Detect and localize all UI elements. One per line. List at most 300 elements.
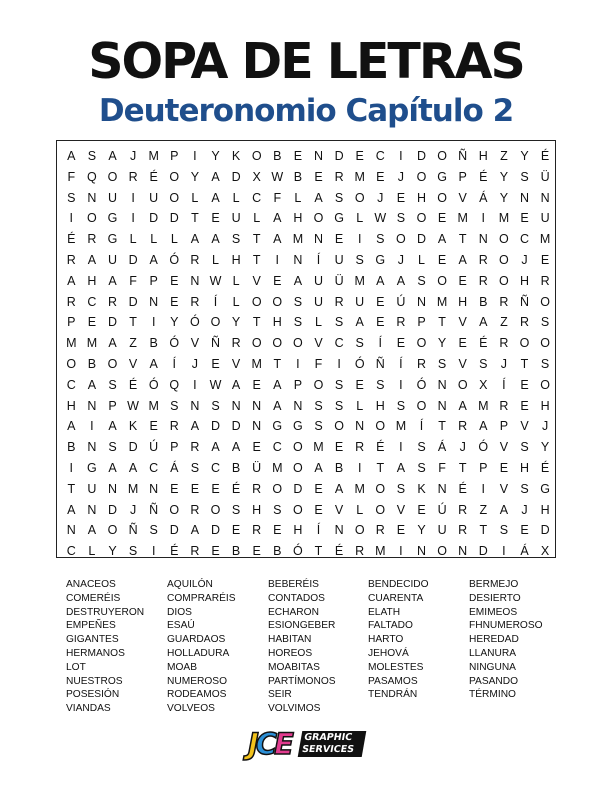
grid-letter: A — [67, 273, 76, 288]
grid-letter: T — [438, 419, 446, 434]
grid-letter: O — [272, 481, 283, 496]
grid-letter: O — [354, 190, 365, 205]
grid-letter: S — [108, 440, 117, 455]
grid-letter: Q — [169, 377, 180, 392]
grid-row — [57, 332, 555, 355]
grid-letter: O — [416, 398, 427, 413]
grid-letter: F — [67, 169, 76, 184]
grid-letter: A — [149, 253, 158, 267]
word-column — [167, 578, 267, 716]
grid-letter: D — [478, 544, 488, 559]
grid-letter: I — [399, 544, 403, 559]
grid-letter: U — [540, 211, 550, 226]
grid-letter: P — [417, 315, 426, 330]
word-item: VIANDAS — [66, 703, 111, 715]
grid-letter: J — [397, 253, 405, 267]
word-item: MOLESTES — [368, 661, 424, 673]
grid-letter: S — [293, 294, 303, 309]
grid-letter: U — [355, 294, 365, 309]
grid-letter: E — [437, 253, 447, 267]
grid-letter: E — [520, 377, 529, 392]
grid-letter: R — [334, 169, 344, 184]
word-item: TÉRMINO — [469, 689, 516, 701]
grid-letter: N — [252, 419, 262, 434]
grid-letter: V — [520, 419, 529, 434]
grid-letter: J — [521, 253, 528, 267]
grid-letter: O — [210, 315, 221, 330]
grid-letter: P — [293, 377, 303, 392]
grid-letter: X — [252, 169, 261, 184]
grid-letter: T — [376, 461, 385, 475]
grid-letter: V — [499, 481, 509, 496]
grid-letter: S — [67, 190, 76, 205]
grid-letter: L — [253, 211, 261, 226]
grid-letter: A — [67, 419, 76, 434]
grid-letter: A — [149, 357, 158, 371]
grid-letter: S — [520, 481, 529, 496]
grid-letter: A — [67, 502, 76, 517]
grid-letter: R — [540, 273, 550, 288]
grid-letter: I — [502, 544, 506, 559]
grid-letter: B — [67, 440, 76, 455]
grid-letter: O — [272, 294, 283, 309]
grid-letter: T — [252, 253, 261, 267]
word-item: ANACEOS — [66, 579, 116, 590]
grid-letter: X — [540, 544, 550, 559]
grid-letter: A — [231, 377, 241, 392]
grid-letter: M — [251, 357, 262, 371]
grid-letter: E — [170, 294, 179, 309]
grid-letter: H — [519, 273, 529, 288]
grid-letter: H — [87, 273, 97, 288]
grid-letter: G — [437, 169, 447, 184]
grid-letter: N — [437, 481, 447, 496]
grid-letter: L — [418, 253, 425, 267]
word-item: NINGUNA — [469, 661, 516, 673]
logo-letter-j: J — [248, 727, 256, 761]
grid-letter: L — [88, 544, 96, 559]
grid-letter: Ñ — [375, 357, 385, 371]
logo-monogram — [248, 727, 291, 761]
grid-letter: I — [275, 253, 280, 267]
grid-letter: E — [376, 315, 385, 330]
grid-letter: P — [458, 169, 467, 184]
word-item: BEBERÉIS — [268, 579, 319, 590]
word-item: BENDECIDO — [368, 579, 429, 590]
grid-letter: E — [190, 481, 200, 496]
grid-letter: N — [87, 440, 97, 455]
word-item: MOAB — [167, 661, 198, 673]
grid-letter: A — [211, 169, 220, 184]
grid-letter: F — [129, 273, 137, 288]
grid-letter: N — [540, 190, 550, 205]
word-item: SEIR — [268, 689, 292, 701]
word-item: PASANDO — [469, 675, 519, 687]
grid-letter: A — [293, 273, 303, 288]
grid-letter: S — [293, 315, 303, 330]
grid-letter: É — [334, 544, 344, 559]
grid-letter: T — [129, 315, 137, 330]
word-list — [66, 578, 586, 723]
grid-letter: W — [127, 398, 139, 413]
grid-letter: E — [231, 523, 241, 538]
grid-letter: T — [458, 232, 467, 247]
grid-letter: P — [108, 398, 117, 413]
grid-letter: Q — [87, 169, 97, 184]
grid-letter: D — [128, 294, 138, 309]
grid-letter: Ó — [354, 357, 365, 371]
grid-letter: C — [87, 294, 97, 309]
grid-letter: A — [87, 523, 97, 538]
grid-letter: M — [148, 398, 159, 413]
grid-letter: H — [231, 253, 241, 267]
grid-letter: W — [209, 377, 222, 392]
grid-row — [57, 145, 555, 168]
logo-line-graphic: GRAPHIC — [303, 732, 354, 743]
grid-letter: N — [478, 232, 488, 247]
grid-letter: P — [67, 315, 76, 330]
grid-letter: I — [481, 211, 486, 226]
grid-letter: D — [416, 149, 426, 163]
grid-letter: Ó — [478, 440, 489, 455]
grid-letter: J — [459, 440, 466, 455]
grid-letter: M — [272, 461, 283, 475]
word-item: NUESTROS — [66, 675, 123, 687]
grid-letter: É — [479, 169, 488, 184]
grid-letter: B — [149, 336, 158, 351]
word-item: POSESIÓN — [66, 689, 120, 701]
grid-letter: S — [396, 211, 406, 226]
grid-letter: H — [519, 461, 529, 475]
grid-letter: I — [131, 190, 135, 205]
grid-letter: L — [212, 253, 219, 267]
word-item: BERMEJO — [469, 579, 519, 590]
grid-letter: S — [540, 315, 550, 330]
word-item: COMERÉIS — [66, 592, 121, 604]
grid-letter: T — [191, 211, 199, 226]
grid-letter: A — [211, 232, 220, 247]
grid-letter: O — [499, 253, 509, 267]
grid-letter: O — [293, 461, 303, 475]
grid-letter: O — [169, 190, 180, 205]
grid-letter: O — [540, 336, 550, 351]
grid-letter: B — [273, 544, 282, 559]
grid-letter: J — [129, 502, 137, 517]
grid-letter: M — [292, 232, 304, 247]
grid-letter: B — [273, 149, 282, 163]
grid-letter: E — [252, 440, 261, 455]
grid-letter: O — [437, 544, 447, 559]
grid-letter: H — [540, 502, 550, 517]
grid-letter: N — [87, 502, 97, 517]
grid-letter: N — [190, 273, 200, 288]
grid-letter: O — [251, 336, 262, 351]
grid-letter: S — [108, 377, 117, 392]
grid-letter: A — [190, 419, 200, 434]
grid-letter: V — [231, 357, 241, 371]
grid-letter: A — [273, 398, 282, 413]
grid-letter: A — [273, 377, 282, 392]
word-item: EMPEÑES — [66, 620, 116, 632]
grid-letter: J — [500, 357, 508, 371]
grid-letter: J — [191, 357, 199, 371]
grid-letter: Ü — [252, 461, 262, 475]
grid-letter: R — [190, 502, 200, 517]
grid-letter: R — [499, 398, 509, 413]
word-item: DESTRUYERON — [66, 606, 145, 618]
grid-letter: Á — [170, 461, 179, 475]
grid-letter: N — [416, 294, 426, 309]
grid-letter: Z — [479, 502, 488, 517]
grid-letter: A — [108, 461, 117, 475]
grid-letter: A — [87, 377, 97, 392]
grid-letter: O — [416, 169, 427, 184]
grid-letter: R — [519, 315, 529, 330]
word-item: AQUILÓN — [167, 579, 213, 590]
grid-row — [57, 478, 555, 501]
grid-row — [57, 353, 555, 376]
grid-letter: É — [479, 336, 488, 351]
grid-letter: C — [272, 440, 282, 455]
grid-letter: O — [293, 336, 303, 351]
grid-letter: É — [67, 232, 76, 247]
grid-letter: E — [314, 481, 323, 496]
grid-letter: É — [231, 481, 241, 496]
grid-letter: A — [273, 232, 282, 247]
grid-letter: L — [356, 502, 364, 517]
word-column — [469, 578, 569, 702]
grid-letter: I — [193, 377, 197, 392]
grid-letter: I — [151, 315, 156, 330]
grid-letter: H — [416, 190, 426, 205]
grid-letter: N — [107, 481, 117, 496]
grid-letter: N — [437, 398, 447, 413]
grid-letter: Z — [500, 149, 508, 163]
grid-letter: J — [521, 502, 528, 517]
grid-letter: O — [437, 149, 447, 163]
grid-letter: A — [314, 190, 323, 205]
grid-letter: D — [107, 315, 117, 330]
grid-letter: Ó — [169, 253, 180, 267]
grid-letter: N — [149, 481, 159, 496]
grid-letter: L — [356, 398, 364, 413]
grid-letter: Ó — [169, 336, 180, 351]
grid-letter: Í — [172, 357, 177, 371]
word-item: HOLLADURA — [167, 647, 230, 659]
grid-letter: C — [252, 190, 262, 205]
grid-letter: D — [231, 169, 241, 184]
grid-letter: N — [149, 294, 159, 309]
grid-letter: N — [519, 190, 529, 205]
grid-letter: I — [193, 149, 197, 163]
grid-letter: O — [416, 211, 427, 226]
grid-letter: S — [231, 502, 241, 517]
grid-letter: O — [457, 377, 468, 392]
grid-letter: R — [231, 336, 241, 351]
grid-letter: U — [107, 253, 117, 267]
letter-grid — [56, 140, 556, 558]
grid-letter: Í — [213, 294, 218, 309]
grid-letter: I — [399, 149, 403, 163]
grid-letter: A — [67, 149, 76, 163]
grid-letter: Í — [399, 357, 403, 371]
grid-letter: N — [313, 149, 323, 163]
grid-letter: R — [190, 253, 200, 267]
grid-letter: M — [436, 294, 448, 309]
grid-letter: D — [169, 523, 179, 538]
grid-letter: A — [396, 461, 406, 475]
grid-letter: A — [190, 232, 200, 247]
grid-letter: S — [170, 398, 179, 413]
grid-letter: S — [231, 232, 241, 247]
grid-letter: P — [170, 440, 179, 455]
grid-row — [57, 270, 555, 293]
grid-letter: A — [396, 273, 406, 288]
grid-letter: O — [169, 169, 180, 184]
grid-letter: D — [128, 440, 138, 455]
grid-letter: H — [458, 294, 468, 309]
grid-letter: Z — [129, 336, 137, 351]
grid-letter: X — [479, 377, 488, 392]
grid-letter: L — [356, 211, 364, 226]
grid-letter: É — [149, 169, 158, 184]
grid-letter: N — [293, 253, 303, 267]
grid-letter: R — [478, 273, 488, 288]
grid-letter: Y — [190, 169, 200, 184]
grid-letter: E — [520, 398, 529, 413]
grid-letter: J — [377, 190, 384, 205]
logo-wordmark — [298, 731, 367, 757]
grid-letter: L — [129, 232, 137, 247]
grid-letter: S — [334, 315, 344, 330]
grid-letter: T — [314, 544, 323, 559]
grid-letter: R — [458, 502, 468, 517]
grid-letter: N — [231, 398, 241, 413]
grid-letter: S — [87, 149, 97, 163]
grid-letter: T — [273, 357, 282, 371]
grid-letter: U — [87, 481, 97, 496]
grid-row — [57, 291, 555, 314]
grid-letter: R — [128, 169, 138, 184]
grid-letter: E — [314, 169, 323, 184]
word-item: HOREOS — [268, 647, 313, 659]
grid-letter: U — [437, 523, 447, 538]
grid-letter: E — [273, 273, 282, 288]
word-item: MOABITAS — [268, 661, 320, 673]
grid-letter: É — [540, 461, 550, 475]
grid-row — [57, 395, 555, 418]
grid-letter: E — [520, 211, 529, 226]
grid-letter: Y — [499, 169, 509, 184]
grid-letter: P — [499, 419, 509, 434]
grid-letter: O — [354, 523, 365, 538]
grid-letter: S — [396, 481, 406, 496]
grid-letter: D — [293, 481, 303, 496]
grid-letter: H — [293, 211, 303, 226]
grid-letter: E — [417, 502, 426, 517]
grid-letter: E — [499, 461, 509, 475]
grid-letter: Y — [520, 149, 529, 163]
grid-letter: O — [540, 377, 550, 392]
grid-letter: E — [540, 253, 550, 267]
grid-letter: I — [399, 377, 403, 392]
grid-letter: R — [190, 294, 200, 309]
grid-letter: G — [107, 211, 118, 226]
grid-letter: R — [252, 523, 262, 538]
grid-letter: R — [190, 544, 200, 559]
grid-letter: G — [540, 481, 550, 496]
grid-letter: B — [231, 461, 241, 475]
grid-letter: D — [210, 523, 220, 538]
grid-letter: O — [293, 502, 303, 517]
grid-letter: L — [294, 190, 302, 205]
grid-letter: T — [479, 523, 488, 538]
grid-letter: É — [376, 440, 385, 455]
grid-letter: O — [210, 502, 221, 517]
grid-letter: R — [416, 357, 426, 371]
grid-letter: Ó — [293, 544, 303, 559]
grid-letter: O — [396, 232, 406, 247]
grid-letter: G — [107, 232, 118, 247]
grid-letter: I — [337, 357, 341, 371]
word-column — [268, 578, 368, 716]
grid-letter: A — [108, 273, 117, 288]
word-item: GUARDAOS — [167, 634, 226, 646]
grid-letter: R — [66, 294, 76, 309]
grid-letter: E — [314, 502, 323, 517]
grid-letter: Á — [437, 440, 447, 455]
word-item: FHNUMEROSO — [469, 620, 543, 632]
grid-letter: É — [458, 481, 467, 496]
grid-letter: S — [520, 440, 529, 455]
grid-letter: R — [169, 419, 179, 434]
grid-letter: K — [128, 419, 138, 434]
grid-letter: N — [252, 398, 262, 413]
grid-letter: H — [272, 315, 282, 330]
grid-letter: Á — [520, 544, 529, 559]
logo-letter-c: C — [255, 727, 275, 761]
grid-letter: Ú — [396, 294, 406, 309]
grid-letter: A — [211, 190, 220, 205]
grid-row — [57, 499, 555, 522]
grid-letter: L — [232, 273, 240, 288]
grid-letter: Ñ — [519, 294, 529, 309]
grid-letter: I — [357, 232, 362, 247]
grid-letter: B — [231, 544, 241, 559]
grid-row — [57, 436, 555, 459]
grid-letter: Í — [316, 523, 321, 538]
grid-letter: A — [479, 315, 488, 330]
grid-letter: E — [520, 523, 529, 538]
grid-letter: O — [169, 502, 180, 517]
grid-letter: S — [334, 190, 344, 205]
grid-letter: E — [252, 544, 261, 559]
grid-letter: O — [499, 273, 509, 288]
grid-letter: Í — [502, 377, 506, 392]
word-item: LLANURA — [469, 647, 516, 659]
grid-letter: O — [251, 149, 262, 163]
grid-letter: T — [458, 461, 467, 475]
grid-letter: F — [273, 190, 282, 205]
grid-letter: S — [355, 253, 364, 267]
grid-letter: O — [107, 169, 118, 184]
grid-letter: U — [231, 211, 241, 226]
grid-letter: M — [354, 169, 365, 184]
grid-letter: O — [293, 440, 303, 455]
grid-letter: O — [519, 336, 530, 351]
grid-letter: Í — [419, 419, 424, 434]
grid-letter: R — [334, 294, 344, 309]
